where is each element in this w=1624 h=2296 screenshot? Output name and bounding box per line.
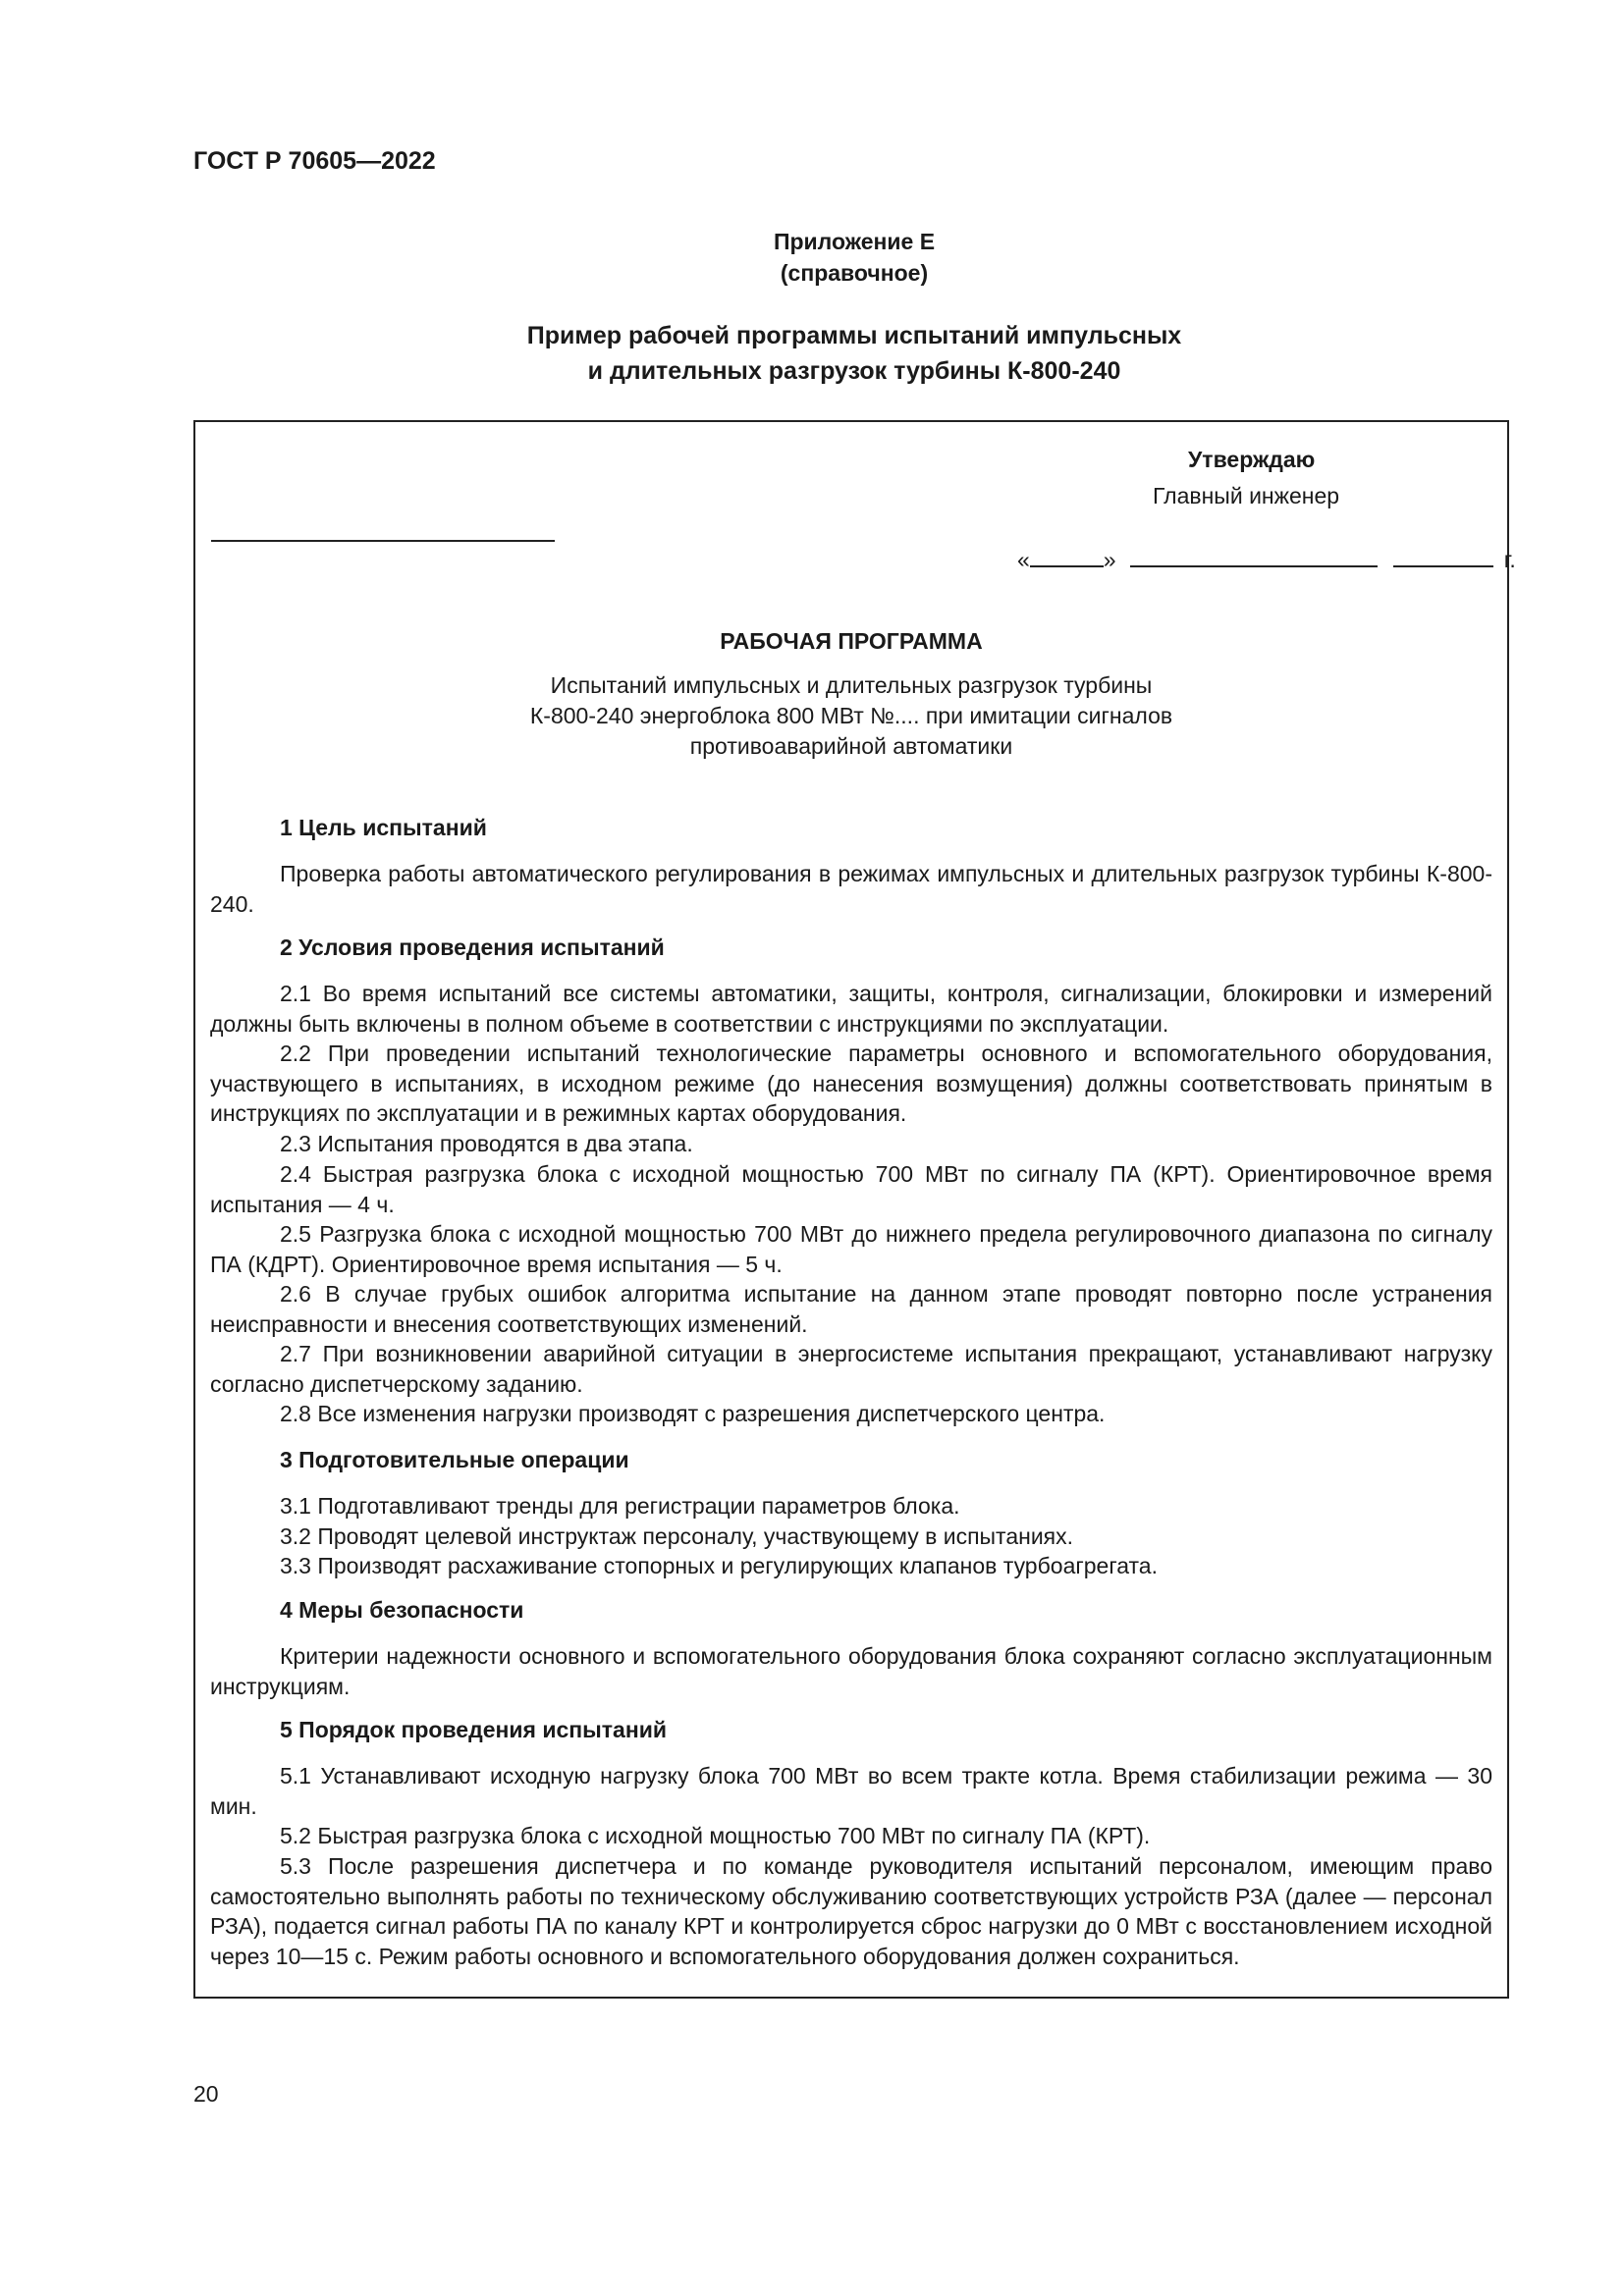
clause-2-8: 2.8 Все изменения нагрузки производят с разрешения диспетчерского центра. <box>280 1401 1106 1426</box>
date-close-quote: » <box>1103 547 1116 572</box>
annex-label: Приложение Е <box>773 229 936 254</box>
section-4-title: 4 Меры безопасности <box>280 1597 524 1623</box>
clause-5-1: 5.1 Устанавливают исходную нагрузку блока 700 МВт во всем тракте котла. Время стабилизации режима — 30 мин. <box>210 1763 1492 1819</box>
clause-2-6: 2.6 В случае грубых ошибок алгоритма испытание на данном этапе проводят повторно после устранения неисправности и внесения соответствующих изменений. <box>210 1281 1492 1337</box>
date-open-quote: « <box>1017 547 1030 572</box>
page-number: 20 <box>193 2081 219 2107</box>
approval-label: Утверждаю <box>1188 447 1316 472</box>
program-title: РАБОЧАЯ ПРОГРАММА <box>720 628 983 654</box>
program-subtitle-line-2: К-800-240 энергоблока 800 МВт №.... при имитации сигналов <box>529 703 1173 728</box>
clause-2-2: 2.2 При проведении испытаний технологические параметры основного и вспомогательного оборудования, участвующего в испытаниях, в исходном режиме (до нанесения возмущения) должны соответствовать принятым в инструкциях по эксплуатации и в режимных картах оборудования. <box>210 1041 1492 1126</box>
section-2-title: 2 Условия проведения испытаний <box>280 934 665 960</box>
year-suffix: г. <box>1503 547 1516 572</box>
annex-type: (справочное) <box>780 260 929 286</box>
approval-date-line <box>1017 544 1516 573</box>
clause-2-5: 2.5 Разгрузка блока с исходной мощностью 700 МВт до нижнего предела регулировочного диапазона по сигналу ПА (КДРТ). Ориентировочное время испытания — 5 ч. <box>210 1221 1492 1277</box>
annex-title-line-2: и длительных разгрузок турбины К-800-240 <box>587 357 1121 385</box>
annex-heading <box>0 226 1624 289</box>
clause-2-1: 2.1 Во время испытаний все системы автоматики, защиты, контроля, сигнализации, блокировки и измерений должны быть включены в полном объеме в соответствии с инструкциями по эксплуатации. <box>210 981 1492 1037</box>
annex-title <box>0 318 1624 389</box>
day-blank <box>1030 544 1104 567</box>
section-4-paragraph: Критерии надежности основного и вспомогательного оборудования блока сохраняют согласно эксплуатационным инструкциям. <box>210 1643 1492 1699</box>
approver-position: Главный инженер <box>1153 483 1340 508</box>
signature-line <box>211 540 555 542</box>
program-subtitle-line-3: противоаварийной автоматики <box>689 733 1013 759</box>
program-subtitle-line-1: Испытаний импульсных и длительных разгрузок турбины <box>550 672 1153 698</box>
clause-3-1: 3.1 Подготавливают тренды для регистрации параметров блока. <box>280 1493 960 1519</box>
section-1-paragraph: Проверка работы автоматического регулирования в режимах импульсных и длительных разгрузок турбины К-800-240. <box>210 861 1492 917</box>
standard-designation: ГОСТ Р 70605—2022 <box>193 147 436 175</box>
section-1-title: 1 Цель испытаний <box>280 815 487 840</box>
clause-2-3: 2.3 Испытания проводятся в два этапа. <box>280 1131 693 1156</box>
month-blank <box>1130 544 1378 567</box>
section-5-title: 5 Порядок проведения испытаний <box>280 1717 668 1742</box>
clause-3-2: 3.2 Проводят целевой инструктаж персоналу, участвующему в испытаниях. <box>280 1523 1074 1549</box>
clause-2-4: 2.4 Быстрая разгрузка блока с исходной мощностью 700 МВт по сигналу ПА (КРТ). Ориентировочное время испытания — 4 ч. <box>210 1161 1492 1217</box>
program-subtitle <box>193 670 1509 762</box>
section-3-title: 3 Подготовительные операции <box>280 1447 629 1472</box>
clause-5-2: 5.2 Быстрая разгрузка блока с исходной мощностью 700 МВт по сигналу ПА (КРТ). <box>280 1823 1151 1848</box>
clause-2-7: 2.7 При возникновении аварийной ситуации в энергосистеме испытания прекращают, устанавливают нагрузку согласно диспетчерскому заданию. <box>210 1341 1492 1397</box>
annex-title-line-1: Пример рабочей программы испытаний импульсных <box>526 322 1182 349</box>
year-blank <box>1393 544 1493 567</box>
clause-5-3: 5.3 После разрешения диспетчера и по команде руководителя испытаний персоналом, имеющим право самостоятельно выполнять работы по техническому обслуживанию соответствующих устройств РЗА (далее — персонал РЗА), подается сигнал работы ПА по каналу КРТ и контролируется сброс нагрузки до 0 МВт с восстановлением исходной через 10—15 с. Режим работы основного и вспомогательного оборудования должен сохраниться. <box>210 1853 1492 1969</box>
clause-3-3: 3.3 Производят расхаживание стопорных и регулирующих клапанов турбоагрегата. <box>280 1553 1158 1578</box>
